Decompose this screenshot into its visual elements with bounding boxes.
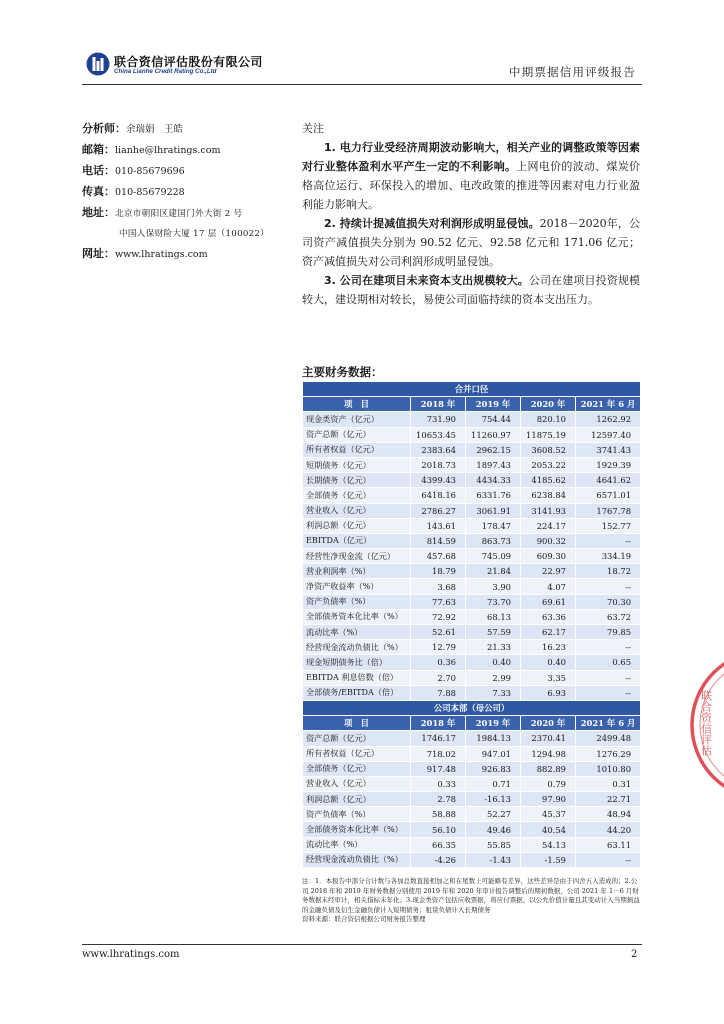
concern-3 [302, 271, 640, 309]
phone-value: 010-85679696 [115, 166, 185, 177]
report-type: 中期票据信用评级报告 [509, 65, 636, 79]
table-cell: 457.68 [411, 549, 466, 564]
table-cell: -- [576, 533, 641, 548]
row-label: 流动比率（%） [303, 837, 411, 852]
table-cell: 1294.98 [521, 746, 576, 761]
table-cell: 6.93 [521, 685, 576, 700]
table-cell: 11260.97 [466, 427, 521, 442]
row-label: 全部债务（亿元） [303, 761, 411, 776]
concern-2-text: 2018－2020年，公司资产减值损失分别为 90.52 亿元、92.58 亿元和 171.06 亿元；资产减值损失对公司利润形成明显侵蚀。 [302, 217, 640, 268]
table-cell: 49.46 [466, 822, 521, 837]
notes-text: 注：1．本报告中部分合计数与各加总数直接相加之和在尾数上可能略有差异，这些差异是由于四舍五入造成的；2.公司 2018 年和 2019 年财务数据分别使用 2019 年和 2020 年审计报告调整后的期初数据，公司 2021 年 1－6 月财务数据未经审计，相关指标未年化；3.现金类资产包括应收票据，将应付票据、以公允价值计量且其变动计入当期损益的金融负债及衍生金融负债计入短期债务；租赁负债计入长期债务 [302, 877, 640, 914]
concern-2-title: 2. 持续计提减值损失对利润形成明显侵蚀。 [324, 217, 540, 230]
table-cell: 3141.93 [521, 503, 576, 518]
table-cell: 52.27 [466, 807, 521, 822]
website-row [82, 244, 302, 265]
row-label: 全部债务资本化比率（%） [303, 609, 411, 624]
table-cell: 21.84 [466, 564, 521, 579]
table-cell: -4.26 [411, 852, 466, 867]
notes-source: 资料来源：联合资信根据公司财务报告整理 [302, 915, 426, 924]
table-cell: 72.92 [411, 609, 466, 624]
table-cell: 66.35 [411, 837, 466, 852]
column-header: 项 目 [303, 397, 411, 412]
table-cell: 22.97 [521, 564, 576, 579]
table-cell: 1746.17 [411, 731, 466, 746]
table-cell: 68.13 [466, 609, 521, 624]
table-cell: 4.07 [521, 579, 576, 594]
table-cell: 45.37 [521, 807, 576, 822]
company-logo-icon [86, 52, 110, 76]
row-label: 流动比率（%） [303, 625, 411, 640]
table-cell: 0.36 [411, 655, 466, 670]
table-row [303, 685, 641, 700]
table-cell: 1262.92 [576, 412, 641, 427]
table-cell: 863.73 [466, 533, 521, 548]
table-cell: 1010.80 [576, 761, 641, 776]
table-cell: 2.70 [411, 670, 466, 685]
header-divider [82, 84, 642, 85]
table-cell: 2962.15 [466, 442, 521, 457]
table-cell: -16.13 [466, 792, 521, 807]
email-label: 邮箱： [82, 143, 115, 156]
row-label: 营业收入（亿元） [303, 776, 411, 791]
table-row [303, 503, 641, 518]
table-cell: 2.78 [411, 792, 466, 807]
table-cell: 754.44 [466, 412, 521, 427]
row-label: EBITDA（亿元） [303, 533, 411, 548]
table-cell: 63.36 [521, 609, 576, 624]
table-cell: 3741.43 [576, 442, 641, 457]
address-row [82, 203, 302, 224]
table-cell: 7.33 [466, 685, 521, 700]
table-cell: 70.30 [576, 594, 641, 609]
table-cell: 16.23 [521, 640, 576, 655]
table-cell: 7.88 [411, 685, 466, 700]
table-cell: 4434.33 [466, 473, 521, 488]
column-header: 2019 年 [466, 397, 521, 412]
page-number: 2 [631, 949, 638, 960]
footer-divider [82, 944, 642, 945]
table-cell: 4641.62 [576, 473, 641, 488]
table-cell: 3061.91 [466, 503, 521, 518]
table-cell: 3.35 [521, 670, 576, 685]
website-value[interactable]: www.lhratings.com [115, 249, 208, 260]
table-cell: 917.48 [411, 761, 466, 776]
table-cell: 54.13 [521, 837, 576, 852]
contact-block [82, 119, 302, 265]
table-cell: 2018.73 [411, 457, 466, 472]
row-label: 全部债务（亿元） [303, 488, 411, 503]
table-cell: 0.33 [411, 776, 466, 791]
table-cell: -- [576, 579, 641, 594]
table-row [303, 427, 641, 442]
row-label: 资产总额（亿元） [303, 731, 411, 746]
table-cell: 2383.64 [411, 442, 466, 457]
table-cell: 1984.13 [466, 731, 521, 746]
phone-label: 电话： [82, 164, 115, 177]
table-row [303, 488, 641, 503]
row-label: EBITDA 利息倍数（倍） [303, 670, 411, 685]
table-cell: 79.85 [576, 625, 641, 640]
row-label: 利润总额（亿元） [303, 792, 411, 807]
table-row [303, 594, 641, 609]
financial-table [302, 381, 641, 868]
table-cell: 63.11 [576, 837, 641, 852]
parent-group-header [303, 700, 641, 715]
table-cell: 2.99 [466, 670, 521, 685]
table-cell: 10653.45 [411, 427, 466, 442]
table-cell: 926.83 [466, 761, 521, 776]
row-label: 现金短期债务比（倍） [303, 655, 411, 670]
table-cell: 900.32 [521, 533, 576, 548]
address-label: 地址： [82, 206, 115, 219]
table-notes [302, 877, 640, 925]
column-header: 2020 年 [521, 397, 576, 412]
phone-row [82, 161, 302, 182]
table-cell: 2499.48 [576, 731, 641, 746]
table-cell: -- [576, 852, 641, 867]
email-row [82, 140, 302, 161]
table-cell: 63.72 [576, 609, 641, 624]
table-row [303, 670, 641, 685]
row-label: 现金类资产（亿元） [303, 412, 411, 427]
table-cell: 1276.29 [576, 746, 641, 761]
table-row [303, 473, 641, 488]
table-cell: 62.17 [521, 625, 576, 640]
concern-1-title: 1. 电力行业受经济周期波动影响大，相关产业的调整政策等因素对行业整体盈利水平产生一定的不利影响。 [302, 141, 640, 173]
row-label: 营业利润率（%） [303, 564, 411, 579]
analyst-value: 余瑞娟 王皓 [126, 124, 184, 135]
table-row [303, 655, 641, 670]
table-cell: 6418.16 [411, 488, 466, 503]
company-name-cn: 联合资信评估股份有限公司 [114, 55, 263, 69]
consolidated-group-header-title: 合并口径 [303, 382, 641, 397]
row-label: 资产总额（亿元） [303, 427, 411, 442]
column-header: 2021 年 6 月 [576, 716, 641, 731]
table-cell: 882.89 [521, 761, 576, 776]
table-row [303, 640, 641, 655]
table-cell: 57.59 [466, 625, 521, 640]
table-row [303, 852, 641, 867]
table-cell: 52.61 [411, 625, 466, 640]
table-row [303, 746, 641, 761]
address-line2: 中国人保财险大厦 17 层（100022） [119, 229, 270, 239]
row-label: 利润总额（亿元） [303, 518, 411, 533]
concern-1-text: 上网电价的波动、煤炭价格高位运行、环保投入的增加、电改政策的推进等因素对电力行业盈利能力影响大。 [302, 160, 641, 211]
table-cell: 3.90 [466, 579, 521, 594]
row-label: 短期债务（亿元） [303, 457, 411, 472]
table-cell: 0.79 [521, 776, 576, 791]
company-seal [686, 630, 724, 820]
table-row [303, 412, 641, 427]
table-cell: 0.31 [576, 776, 641, 791]
address-line1: 北京市朝阳区建国门外大街 2 号 [115, 209, 243, 219]
table-cell: 56.10 [411, 822, 466, 837]
table-row [303, 822, 641, 837]
website-label: 网址： [82, 247, 115, 260]
table-cell: 12597.40 [576, 427, 641, 442]
table-cell: 718.02 [411, 746, 466, 761]
table-cell: -- [576, 670, 641, 685]
column-header: 2021 年 6 月 [576, 397, 641, 412]
concern-2 [302, 214, 640, 271]
table-cell: 3608.52 [521, 442, 576, 457]
concern-1 [302, 138, 640, 214]
table-cell: 2053.22 [521, 457, 576, 472]
table-cell: 48.94 [576, 807, 641, 822]
fax-label: 传真： [82, 185, 115, 198]
table-cell: 58.88 [411, 807, 466, 822]
table-row [303, 792, 641, 807]
concern-3-title: 3. 公司在建项目未来资本支出规模较大。 [324, 274, 529, 287]
table-cell: 6238.84 [521, 488, 576, 503]
row-label: 营业收入（亿元） [303, 503, 411, 518]
concerns-section [302, 119, 640, 309]
column-header: 2018 年 [411, 397, 466, 412]
row-label: 长期债务（亿元） [303, 473, 411, 488]
table-cell: 224.17 [521, 518, 576, 533]
analyst-row [82, 119, 302, 140]
row-label: 资产负债率（%） [303, 807, 411, 822]
seal-text: 联合资信评估 [699, 690, 713, 756]
table-row [303, 579, 641, 594]
table-cell: 731.90 [411, 412, 466, 427]
table-row [303, 807, 641, 822]
table-cell: -1.43 [466, 852, 521, 867]
table-cell: 40.54 [521, 822, 576, 837]
table-row [303, 442, 641, 457]
table-cell: 4185.62 [521, 473, 576, 488]
parent-column-headers [303, 716, 641, 731]
table-cell: 77.63 [411, 594, 466, 609]
column-header: 项 目 [303, 716, 411, 731]
table-cell: 0.40 [521, 655, 576, 670]
table-row [303, 457, 641, 472]
table-cell: 152.77 [576, 518, 641, 533]
table-row [303, 731, 641, 746]
fax-value: 010-85679228 [115, 187, 185, 198]
table-row [303, 609, 641, 624]
table-cell: -- [576, 640, 641, 655]
table-cell: 12.79 [411, 640, 466, 655]
table-cell: 745.09 [466, 549, 521, 564]
table-cell: 1929.39 [576, 457, 641, 472]
table-cell: -1.59 [521, 852, 576, 867]
table-row [303, 761, 641, 776]
table-cell: 69.61 [521, 594, 576, 609]
row-label: 经营现金流动负债比（%） [303, 640, 411, 655]
table-cell: 947.01 [466, 746, 521, 761]
table-row [303, 837, 641, 852]
concern-3-text: 公司在建项目投资规模较大，建设期相对较长，易使公司面临持续的资本支出压力。 [302, 274, 640, 306]
table-cell: 178.47 [466, 518, 521, 533]
consolidated-column-headers [303, 397, 641, 412]
table-row [303, 549, 641, 564]
table-cell: 1897.43 [466, 457, 521, 472]
table-row [303, 533, 641, 548]
table-cell: 2786.27 [411, 503, 466, 518]
table-cell: 6571.01 [576, 488, 641, 503]
row-label: 所有者权益（亿元） [303, 442, 411, 457]
address-row-2 [82, 224, 302, 244]
table-cell: 21.33 [466, 640, 521, 655]
company-name-en: China Lianhe Credit Rating Co.,Ltd [114, 68, 217, 75]
row-label: 净资产收益率（%） [303, 579, 411, 594]
row-label: 经营性净现金流（亿元） [303, 549, 411, 564]
fax-row [82, 182, 302, 203]
table-cell: 820.10 [521, 412, 576, 427]
table-cell: 55.85 [466, 837, 521, 852]
table-cell: 3.68 [411, 579, 466, 594]
row-label: 全部债务资本化比率（%） [303, 822, 411, 837]
table-cell: 1767.78 [576, 503, 641, 518]
row-label: 全部债务/EBITDA（倍） [303, 685, 411, 700]
column-header: 2020 年 [521, 716, 576, 731]
table-cell: 0.40 [466, 655, 521, 670]
table-cell: 73.70 [466, 594, 521, 609]
table-row [303, 564, 641, 579]
table-cell: 11875.19 [521, 427, 576, 442]
column-header: 2018 年 [411, 716, 466, 731]
table-cell: 97.90 [521, 792, 576, 807]
table-cell: 2370.41 [521, 731, 576, 746]
footer-website[interactable]: www.lhratings.com [82, 949, 180, 960]
table-cell: 22.71 [576, 792, 641, 807]
analyst-label: 分析师： [82, 122, 126, 135]
row-label: 经营现金流动负债比（%） [303, 852, 411, 867]
table-cell: 0.65 [576, 655, 641, 670]
table-cell: 0.71 [466, 776, 521, 791]
email-value: lianhe@lhratings.com [115, 145, 221, 156]
table-row [303, 776, 641, 791]
table-cell: 44.20 [576, 822, 641, 837]
table-cell: -- [576, 685, 641, 700]
row-label: 所有者权益（亿元） [303, 746, 411, 761]
table-cell: 814.59 [411, 533, 466, 548]
table-row [303, 625, 641, 640]
table-cell: 6331.76 [466, 488, 521, 503]
table-cell: 4399.43 [411, 473, 466, 488]
table-cell: 609.30 [521, 549, 576, 564]
table-cell: 18.79 [411, 564, 466, 579]
table-cell: 143.61 [411, 518, 466, 533]
table-cell: 18.72 [576, 564, 641, 579]
column-header: 2019 年 [466, 716, 521, 731]
parent-group-header-title: 公司本部（母公司） [303, 700, 641, 715]
table-cell: 334.19 [576, 549, 641, 564]
consolidated-group-header [303, 382, 641, 397]
table-row [303, 518, 641, 533]
financial-data-title: 主要财务数据： [302, 365, 383, 379]
row-label: 资产负债率（%） [303, 594, 411, 609]
concerns-heading: 关注 [302, 122, 324, 135]
